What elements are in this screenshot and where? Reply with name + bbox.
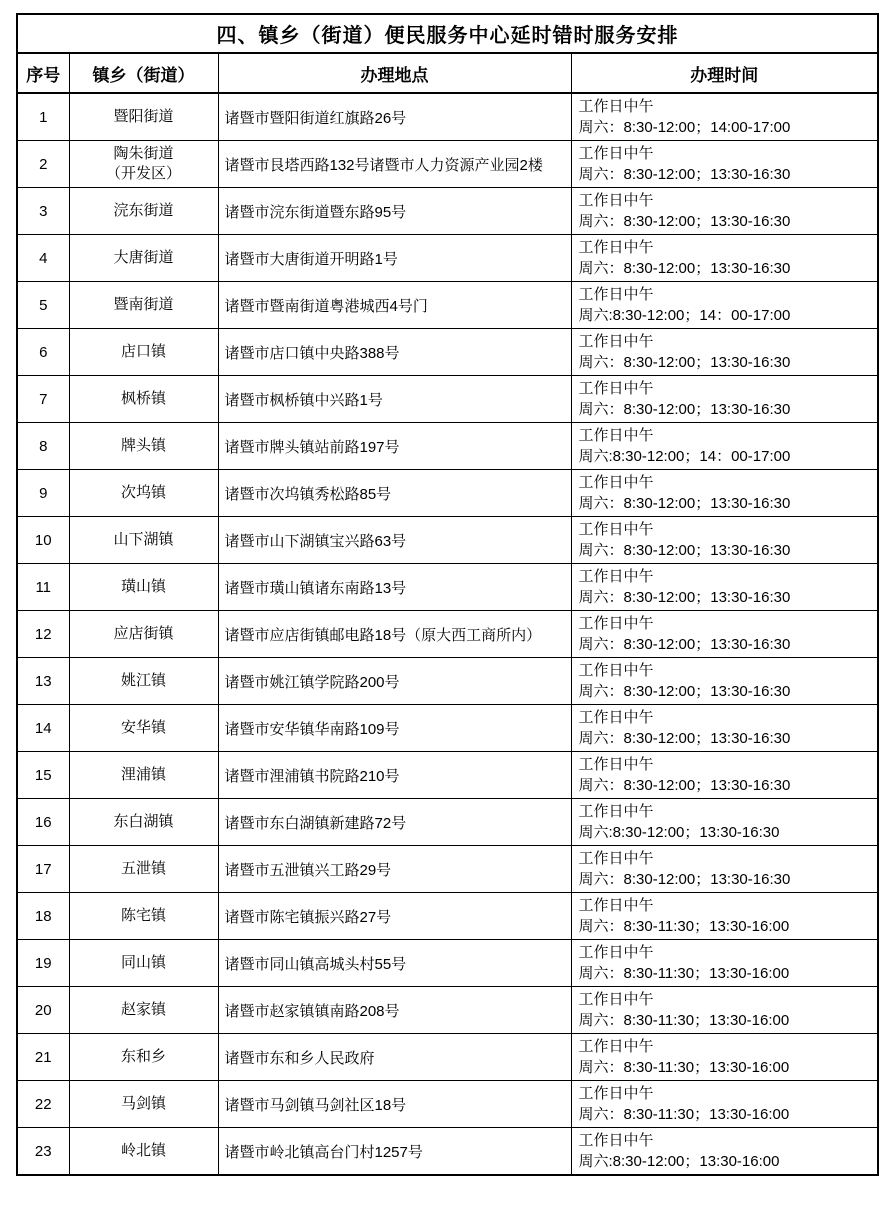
time-weekday-line: 工作日中午	[578, 662, 654, 679]
cell-town-name	[69, 188, 218, 235]
time-weekday-line: 工作日中午	[578, 568, 654, 585]
column-header-serial: 序号	[17, 53, 69, 93]
cell-serial-number: 10	[17, 517, 69, 564]
town-name-line1: 暨南街道	[113, 296, 174, 313]
time-saturday-line: 周六：8:30-12:00；13:30-16:30	[578, 260, 791, 277]
cell-service-time	[571, 705, 878, 752]
town-name-line1: 陶朱街道	[113, 145, 174, 162]
column-header-time: 办理时间	[571, 53, 878, 93]
cell-service-location: 诸暨市东和乡人民政府	[218, 1034, 571, 1081]
town-name-line1: 安华镇	[120, 719, 166, 736]
time-weekday-line: 工作日中午	[578, 286, 654, 303]
cell-service-location: 诸暨市东白湖镇新建路72号	[218, 799, 571, 846]
time-saturday-line: 周六：8:30-11:30；13:30-16:00	[578, 1106, 790, 1123]
time-saturday-line: 周六：8:30-11:30；13:30-16:00	[578, 918, 790, 935]
town-name-line1: 次坞镇	[120, 484, 166, 501]
cell-town-name	[69, 658, 218, 705]
table-row	[17, 329, 878, 376]
cell-service-time	[571, 611, 878, 658]
cell-service-time	[571, 423, 878, 470]
cell-serial-number: 16	[17, 799, 69, 846]
cell-town-name	[69, 376, 218, 423]
cell-town-name	[69, 282, 218, 329]
town-name-line1: 牌头镇	[120, 437, 166, 454]
cell-serial-number: 2	[17, 141, 69, 188]
cell-service-location: 诸暨市姚江镇学院路200号	[218, 658, 571, 705]
town-name-line1: 赵家镇	[120, 1001, 166, 1018]
town-name-line1: 大唐街道	[113, 249, 174, 266]
time-weekday-line: 工作日中午	[578, 474, 654, 491]
cell-service-time	[571, 188, 878, 235]
time-saturday-line: 周六：8:30-12:00；13:30-16:30	[578, 871, 791, 888]
cell-serial-number: 1	[17, 93, 69, 141]
time-weekday-line: 工作日中午	[578, 427, 654, 444]
time-weekday-line: 工作日中午	[578, 239, 654, 256]
table-row	[17, 658, 878, 705]
time-saturday-line: 周六：8:30-12:00；13:30-16:30	[578, 636, 791, 653]
cell-service-location: 诸暨市岭北镇高台门村1257号	[218, 1128, 571, 1176]
cell-service-time	[571, 893, 878, 940]
time-saturday-line: 周六:8:30-12:00；13:30-16:30	[578, 824, 780, 841]
cell-town-name	[69, 329, 218, 376]
table-header-row	[17, 53, 878, 93]
table-row	[17, 423, 878, 470]
cell-service-location: 诸暨市店口镇中央路388号	[218, 329, 571, 376]
column-header-town: 镇乡（街道）	[69, 53, 218, 93]
town-name-line1: 浬浦镇	[120, 766, 166, 783]
table-row	[17, 1081, 878, 1128]
cell-serial-number: 5	[17, 282, 69, 329]
cell-service-time	[571, 1034, 878, 1081]
town-name-line1: 璜山镇	[120, 578, 166, 595]
cell-service-time	[571, 517, 878, 564]
cell-town-name	[69, 141, 218, 188]
cell-serial-number: 9	[17, 470, 69, 517]
cell-serial-number: 12	[17, 611, 69, 658]
time-weekday-line: 工作日中午	[578, 333, 654, 350]
time-weekday-line: 工作日中午	[578, 145, 654, 162]
cell-service-location: 诸暨市浣东街道暨东路95号	[218, 188, 571, 235]
time-saturday-line: 周六：8:30-12:00；13:30-16:30	[578, 730, 791, 747]
cell-town-name	[69, 1034, 218, 1081]
time-weekday-line: 工作日中午	[578, 380, 654, 397]
cell-service-location: 诸暨市山下湖镇宝兴路63号	[218, 517, 571, 564]
cell-town-name	[69, 564, 218, 611]
town-name-line1: 东和乡	[120, 1048, 166, 1065]
cell-service-time	[571, 470, 878, 517]
town-name-line1: 姚江镇	[120, 672, 166, 689]
cell-town-name	[69, 423, 218, 470]
town-name-line1: 枫桥镇	[120, 390, 166, 407]
cell-serial-number: 21	[17, 1034, 69, 1081]
cell-town-name	[69, 1128, 218, 1176]
cell-service-time	[571, 1128, 878, 1176]
table-row	[17, 846, 878, 893]
cell-service-location: 诸暨市同山镇高城头村55号	[218, 940, 571, 987]
cell-service-location: 诸暨市艮塔西路132号诸暨市人力资源产业园2楼	[218, 141, 571, 188]
cell-serial-number: 8	[17, 423, 69, 470]
time-weekday-line: 工作日中午	[578, 1132, 654, 1149]
town-name-line1: 马剑镇	[120, 1095, 166, 1112]
time-weekday-line: 工作日中午	[578, 521, 654, 538]
time-saturday-line: 周六:8:30-12:00；13:30-16:00	[578, 1153, 780, 1170]
cell-town-name	[69, 987, 218, 1034]
table-row	[17, 188, 878, 235]
cell-town-name	[69, 893, 218, 940]
time-saturday-line: 周六：8:30-12:00；14:00-17:00	[578, 119, 791, 136]
time-weekday-line: 工作日中午	[578, 98, 654, 115]
time-saturday-line: 周六：8:30-11:30；13:30-16:00	[578, 1012, 790, 1029]
time-weekday-line: 工作日中午	[578, 1038, 654, 1055]
cell-service-time	[571, 846, 878, 893]
cell-service-time	[571, 329, 878, 376]
table-row	[17, 799, 878, 846]
cell-service-location: 诸暨市枫桥镇中兴路1号	[218, 376, 571, 423]
cell-service-time	[571, 752, 878, 799]
time-weekday-line: 工作日中午	[578, 991, 654, 1008]
town-name-line1: 暨阳街道	[113, 108, 174, 125]
time-saturday-line: 周六：8:30-12:00；13:30-16:30	[578, 589, 791, 606]
time-saturday-line: 周六:8:30-12:00；14：00-17:00	[578, 307, 791, 324]
town-name-line2: （开发区）	[105, 165, 181, 182]
cell-service-location: 诸暨市暨南街道粤港城西4号门	[218, 282, 571, 329]
table-row	[17, 752, 878, 799]
cell-town-name	[69, 940, 218, 987]
time-weekday-line: 工作日中午	[578, 709, 654, 726]
table-row	[17, 940, 878, 987]
town-name-line1: 陈宅镇	[120, 907, 166, 924]
cell-town-name	[69, 93, 218, 141]
table-row	[17, 376, 878, 423]
time-weekday-line: 工作日中午	[578, 944, 654, 961]
cell-serial-number: 23	[17, 1128, 69, 1176]
table-row	[17, 893, 878, 940]
cell-service-location: 诸暨市赵家镇镇南路208号	[218, 987, 571, 1034]
time-saturday-line: 周六：8:30-12:00；13:30-16:30	[578, 213, 791, 230]
time-weekday-line: 工作日中午	[578, 192, 654, 209]
time-saturday-line: 周六：8:30-12:00；13:30-16:30	[578, 166, 791, 183]
time-weekday-line: 工作日中午	[578, 803, 654, 820]
cell-town-name	[69, 611, 218, 658]
town-name-line1: 应店街镇	[113, 625, 174, 642]
cell-serial-number: 15	[17, 752, 69, 799]
time-weekday-line: 工作日中午	[578, 756, 654, 773]
cell-service-time	[571, 1081, 878, 1128]
cell-service-time	[571, 658, 878, 705]
time-weekday-line: 工作日中午	[578, 1085, 654, 1102]
table-body	[17, 93, 878, 1175]
time-weekday-line: 工作日中午	[578, 615, 654, 632]
time-saturday-line: 周六：8:30-12:00；13:30-16:30	[578, 401, 791, 418]
cell-service-time	[571, 141, 878, 188]
cell-serial-number: 17	[17, 846, 69, 893]
cell-serial-number: 6	[17, 329, 69, 376]
table-row	[17, 1034, 878, 1081]
town-name-line1: 同山镇	[120, 954, 166, 971]
cell-service-time	[571, 799, 878, 846]
cell-town-name	[69, 705, 218, 752]
column-header-location: 办理地点	[218, 53, 571, 93]
table-row	[17, 282, 878, 329]
town-name-line1: 东白湖镇	[113, 813, 174, 830]
cell-town-name	[69, 846, 218, 893]
cell-serial-number: 19	[17, 940, 69, 987]
cell-town-name	[69, 1081, 218, 1128]
town-name-line1: 岭北镇	[120, 1142, 166, 1159]
cell-serial-number: 13	[17, 658, 69, 705]
table-row	[17, 564, 878, 611]
service-schedule-table	[16, 13, 879, 1176]
cell-serial-number: 22	[17, 1081, 69, 1128]
time-saturday-line: 周六:8:30-12:00；14：00-17:00	[578, 448, 791, 465]
table-row	[17, 93, 878, 141]
cell-town-name	[69, 470, 218, 517]
cell-service-location: 诸暨市马剑镇马剑社区18号	[218, 1081, 571, 1128]
time-weekday-line: 工作日中午	[578, 897, 654, 914]
cell-serial-number: 18	[17, 893, 69, 940]
cell-service-time	[571, 235, 878, 282]
cell-service-location: 诸暨市安华镇华南路109号	[218, 705, 571, 752]
cell-town-name	[69, 235, 218, 282]
cell-serial-number: 7	[17, 376, 69, 423]
cell-serial-number: 14	[17, 705, 69, 752]
time-saturday-line: 周六：8:30-12:00；13:30-16:30	[578, 683, 791, 700]
cell-service-location: 诸暨市牌头镇站前路197号	[218, 423, 571, 470]
town-name-line1: 山下湖镇	[113, 531, 174, 548]
table-row	[17, 235, 878, 282]
cell-service-time	[571, 376, 878, 423]
time-saturday-line: 周六：8:30-12:00；13:30-16:30	[578, 777, 791, 794]
cell-service-location: 诸暨市陈宅镇振兴路27号	[218, 893, 571, 940]
cell-service-location: 诸暨市应店街镇邮电路18号（原大西工商所内）	[218, 611, 571, 658]
cell-service-location: 诸暨市璜山镇诸东南路13号	[218, 564, 571, 611]
cell-service-time	[571, 564, 878, 611]
cell-service-time	[571, 987, 878, 1034]
time-saturday-line: 周六：8:30-11:30；13:30-16:00	[578, 965, 790, 982]
table-row	[17, 141, 878, 188]
cell-town-name	[69, 799, 218, 846]
table-row	[17, 705, 878, 752]
cell-serial-number: 3	[17, 188, 69, 235]
town-name-line1: 五泄镇	[120, 860, 166, 877]
table-row	[17, 611, 878, 658]
town-name-line1: 浣东街道	[113, 202, 174, 219]
cell-serial-number: 11	[17, 564, 69, 611]
cell-service-time	[571, 93, 878, 141]
cell-town-name	[69, 517, 218, 564]
cell-service-time	[571, 940, 878, 987]
time-saturday-line: 周六：8:30-12:00；13:30-16:30	[578, 495, 791, 512]
cell-serial-number: 20	[17, 987, 69, 1034]
cell-service-location: 诸暨市大唐街道开明路1号	[218, 235, 571, 282]
table-row	[17, 1128, 878, 1176]
cell-town-name	[69, 752, 218, 799]
table-row	[17, 987, 878, 1034]
time-weekday-line: 工作日中午	[578, 850, 654, 867]
cell-service-location: 诸暨市五泄镇兴工路29号	[218, 846, 571, 893]
time-saturday-line: 周六：8:30-12:00；13:30-16:30	[578, 354, 791, 371]
table-title-row	[17, 14, 878, 53]
cell-service-location: 诸暨市次坞镇秀松路85号	[218, 470, 571, 517]
cell-serial-number: 4	[17, 235, 69, 282]
town-name-line1: 店口镇	[120, 343, 166, 360]
table-row	[17, 517, 878, 564]
time-saturday-line: 周六：8:30-12:00；13:30-16:30	[578, 542, 791, 559]
cell-service-location: 诸暨市暨阳街道红旗路26号	[218, 93, 571, 141]
cell-service-time	[571, 282, 878, 329]
cell-service-location: 诸暨市浬浦镇书院路210号	[218, 752, 571, 799]
table-title: 四、镇乡（街道）便民服务中心延时错时服务安排	[17, 14, 878, 53]
table-row	[17, 470, 878, 517]
time-saturday-line: 周六：8:30-11:30；13:30-16:00	[578, 1059, 790, 1076]
